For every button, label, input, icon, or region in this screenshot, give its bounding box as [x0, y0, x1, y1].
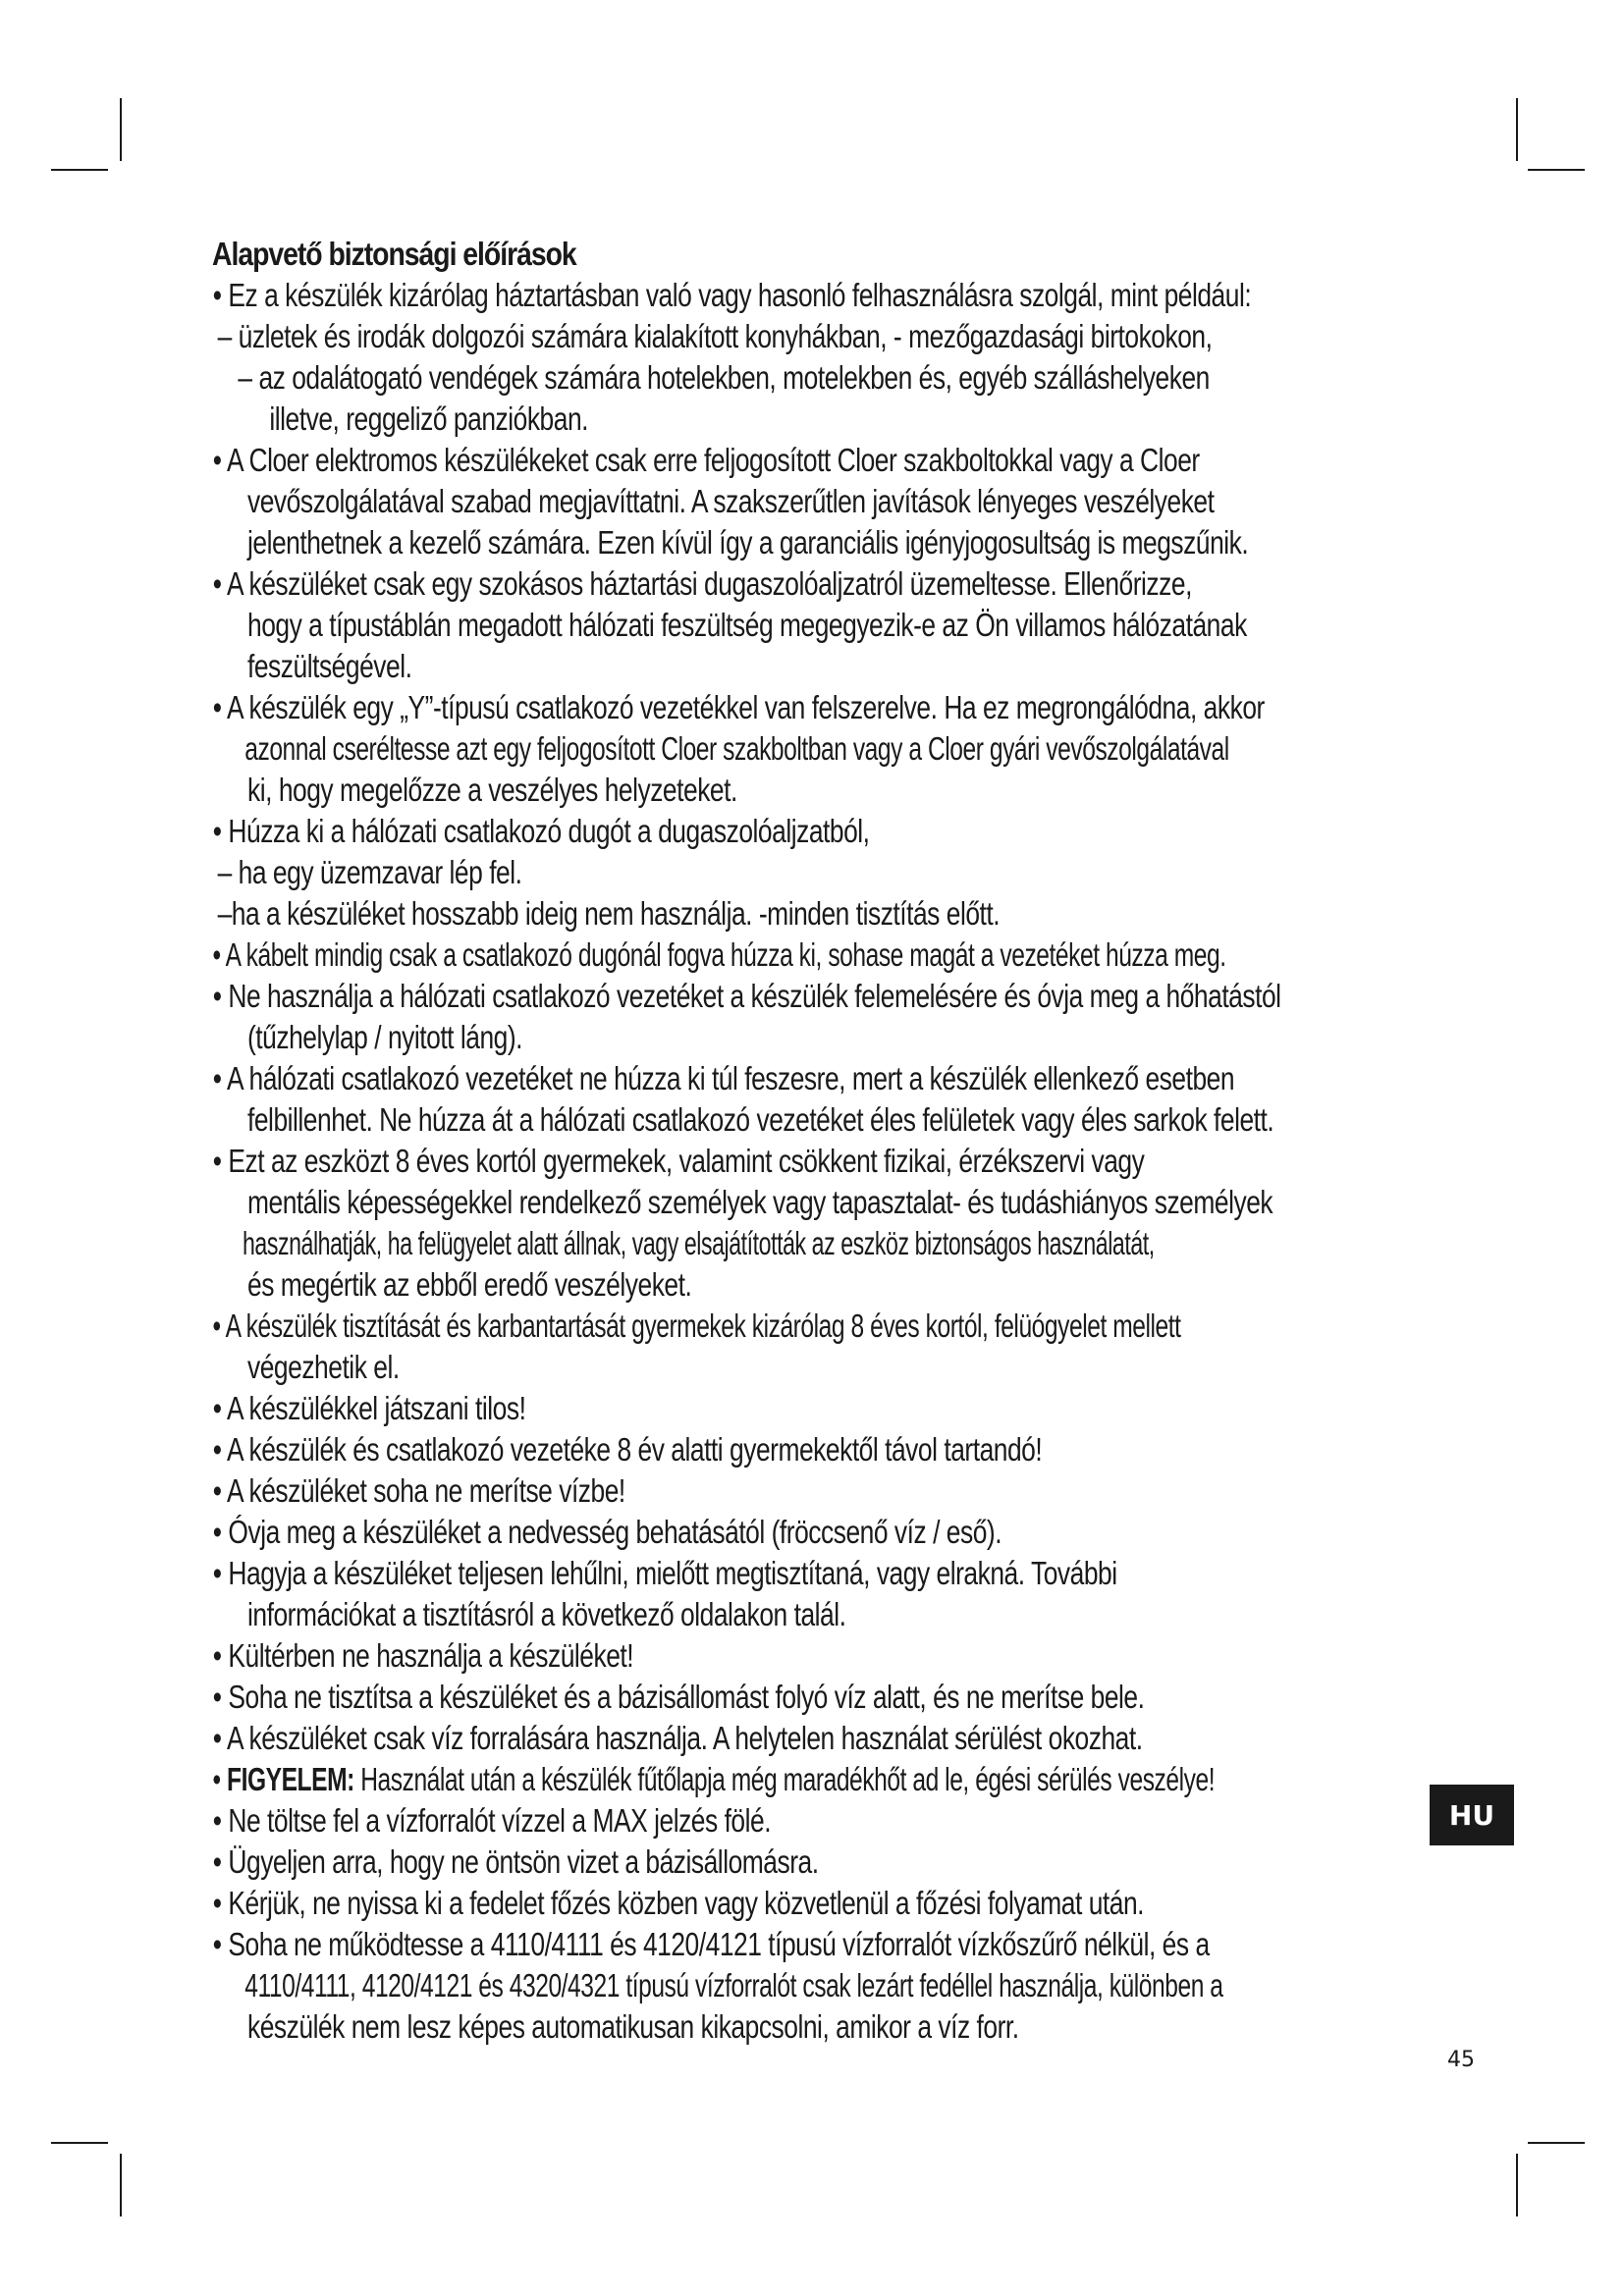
text-line: készülék nem lesz képes automatikusan kikapcsolni, amikor a víz forr. — [247, 2008, 1019, 2045]
text-line: 4110/4111, 4120/4121 és 4320/4321 típusú vízforralót csak lezárt fedéllel használja, különben a — [244, 1967, 1223, 2003]
text-line: (tűzhelylap / nyitott láng). — [247, 1019, 523, 1055]
crop-mark-bottom-right-horizontal — [1528, 2142, 1585, 2144]
crop-mark-bottom-left-vertical — [120, 2154, 122, 2216]
crop-mark-top-left-horizontal — [51, 169, 108, 171]
language-badge: HU — [1430, 1785, 1514, 1845]
text-line: • Kérjük, ne nyissa ki a fedelet főzés közben vagy közvetlenül a főzési folyamat után. — [212, 1885, 1145, 1921]
text-line: • Húzza ki a hálózati csatlakozó dugót a dugaszolóaljzatból, — [212, 813, 870, 849]
text-line: – az odalátogató vendégek számára hotelekben, motelekben és, egyéb szálláshelyeken — [238, 359, 1210, 396]
text-line: • Kültérben ne használja a készüléket! — [212, 1637, 634, 1674]
text-line: használhatják, ha felügyelet alatt állnak, vagy elsajátították az eszköz biztonságos használatát, — [243, 1225, 1155, 1261]
warning-keyword: FIGYELEM: — [227, 1761, 354, 1797]
text-line: • A kábelt mindig csak a csatlakozó dugónál fogva húzza ki, sohase magát a vezetéket húzza meg. — [212, 936, 1226, 973]
text-line: • A hálózati csatlakozó vezetéket ne húzza ki túl feszesre, mert a készülék ellenkező esetben — [212, 1060, 1235, 1096]
text-line: jelenthetnek a kezelő számára. Ezen kívül így a garanciális igényjogosultság is megszűnik. — [247, 524, 1249, 561]
crop-mark-top-right-horizontal — [1528, 169, 1585, 171]
text-line: információkat a tisztításról a következő oldalakon talál. — [247, 1596, 846, 1632]
text-line: vevőszolgálatával szabad megjavíttatni. A szakszerűtlen javítások lényeges veszélyeket — [247, 483, 1215, 519]
instruction-lines — [208, 275, 1455, 2048]
text-line: • A készülékkel játszani tilos! — [212, 1390, 526, 1426]
text-line: – ha egy üzemzavar lép fel. — [217, 854, 522, 890]
text-line: és megértik az ebből eredő veszélyeket. — [247, 1266, 692, 1303]
safety-instructions — [208, 234, 1455, 2048]
crop-mark-top-right-vertical — [1516, 98, 1518, 161]
text-line: • Soha ne működtesse a 4110/4111 és 4120/4121 típusú vízforralót vízkőszűrő nélkül, és a — [212, 1926, 1210, 1962]
page-title: Alapvető biztonsági előírások — [212, 236, 576, 272]
crop-mark-bottom-left-horizontal — [51, 2142, 108, 2144]
text-line: • A készülék és csatlakozó vezetéke 8 év alatti gyermekektől távol tartandó! — [212, 1431, 1043, 1468]
text-line: • Ne töltse fel a vízforralót vízzel a MAX jelzés fölé. — [212, 1802, 772, 1839]
text-line: • A készüléket soha ne merítse vízbe! — [212, 1472, 625, 1509]
crop-mark-top-left-vertical — [120, 98, 122, 161]
text-line: • A készüléket csak víz forralására használja. A helytelen használat sérülést okozhat. — [212, 1720, 1143, 1756]
text-line: ki, hogy megelőzze a veszélyes helyzeteket. — [247, 772, 737, 808]
text-line: • Soha ne tisztítsa a készüléket és a bázisállomást folyó víz alatt, és ne merítse bele. — [212, 1679, 1145, 1715]
text-line: • A készüléket csak egy szokásos háztartási dugaszolóaljzatról üzemeltesse. Ellenőrizze, — [212, 565, 1192, 602]
text-line: illetve, reggeliző panziókban. — [269, 400, 589, 437]
text-line: • A készülék egy „Y”-típusú csatlakozó vezetékkel van felszerelve. Ha ez megrongálódna, akkor — [212, 689, 1265, 725]
text-line: azonnal cseréltesse azt egy feljogosított Cloer szakboltban vagy a Cloer gyári vevőszolgálatával — [244, 730, 1229, 767]
text-line: • Óvja meg a készüléket a nedvesség behatásától (fröccsenő víz / eső). — [212, 1514, 1002, 1550]
text-line: • Ezt az eszközt 8 éves kortól gyermekek, valamint csökkent fizikai, érzékszervi vagy — [212, 1143, 1145, 1179]
text-line: • FIGYELEM: Használat után a készülék fűtőlapja még maradékhőt ad le, égési sérülés veszélye! — [212, 1761, 1216, 1797]
text-line: hogy a típustáblán megadott hálózati feszültség megegyezik-e az Ön villamos hálózatának — [247, 607, 1247, 643]
text-line: • A Cloer elektromos készülékeket csak erre feljogosított Cloer szakboltokkal vagy a Cloer — [212, 442, 1200, 478]
crop-mark-bottom-right-vertical — [1516, 2154, 1518, 2216]
page-number: 45 — [1447, 2048, 1475, 2072]
text-line: mentális képességekkel rendelkező személyek vagy tapasztalat- és tudáshiányos személyek — [247, 1184, 1273, 1220]
text-line: • Ügyeljen arra, hogy ne öntsön vizet a bázisállomásra. — [212, 1843, 819, 1880]
text-line: • Hagyja a készüléket teljesen lehűlni, mielőtt megtisztítaná, vagy elrakná. További — [212, 1555, 1117, 1591]
text-line: –ha a készüléket hosszabb ideig nem használja. -minden tisztítás előtt. — [217, 895, 1001, 932]
text-line: végezhetik el. — [247, 1349, 400, 1385]
text-line: • Ez a készülék kizárólag háztartásban való vagy hasonló felhasználásra szolgál, mint például: — [212, 277, 1252, 313]
text-line: – üzletek és irodák dolgozói számára kialakított konyhákban, - mezőgazdasági birtokokon, — [217, 318, 1213, 354]
text-line: • Ne használja a hálózati csatlakozó vezetéket a készülék felemelésére és óvja meg a hőhatástól — [212, 978, 1281, 1014]
text-line: feszültségével. — [247, 648, 412, 684]
text-line: • A készülék tisztítását és karbantartását gyermekek kizárólag 8 éves kortól, felüógyelet mellett — [212, 1308, 1181, 1344]
text-line: felbillenhet. Ne húzza át a hálózati csatlakozó vezetéket éles felületek vagy éles sarkok felett. — [247, 1101, 1274, 1138]
